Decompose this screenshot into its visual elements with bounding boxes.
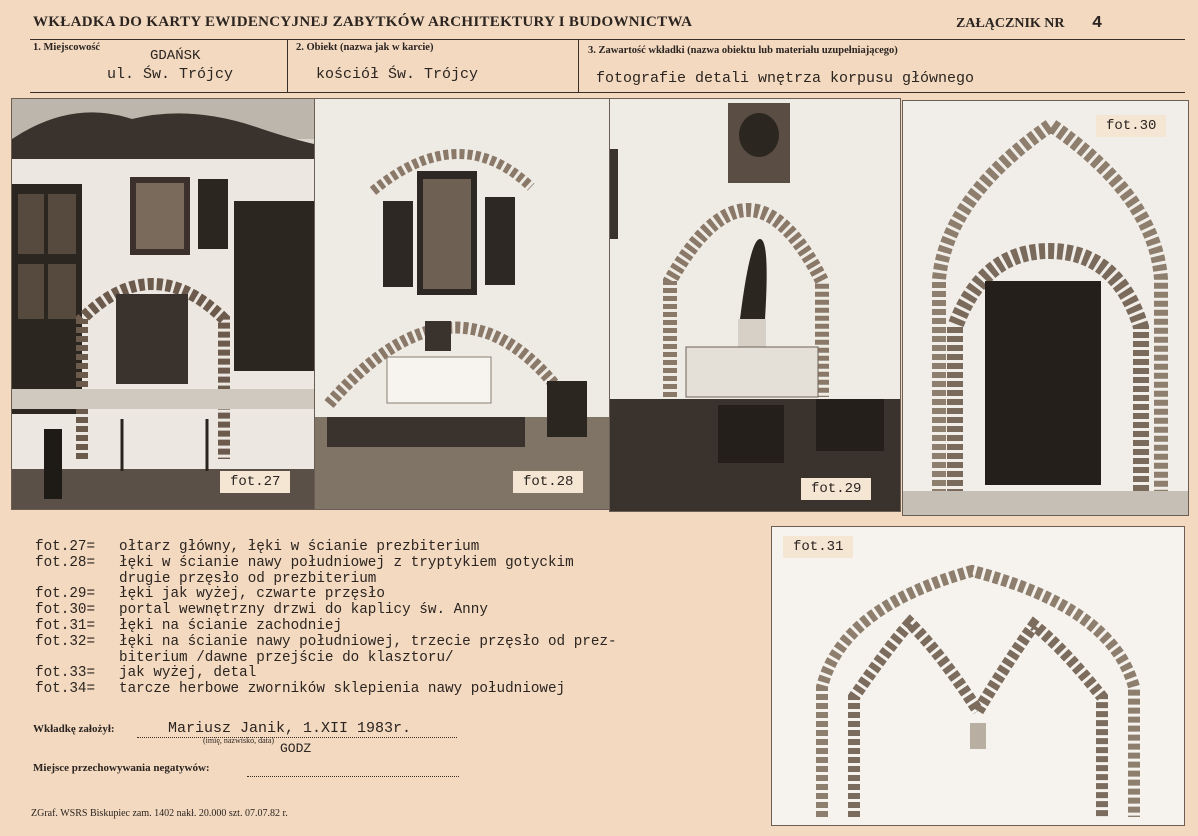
legend-text: drugie przęsło od prezbiterium xyxy=(119,570,377,587)
storage-label: Miejsce przechowywania negatywów: xyxy=(33,762,210,774)
legend-row xyxy=(35,587,617,603)
legend-key xyxy=(35,651,119,667)
founded-label: Wkładkę założył: xyxy=(33,723,115,735)
founded-value: Mariusz Janik, 1.XII 1983r. xyxy=(168,720,412,737)
legend-key: fot.28= xyxy=(35,554,96,571)
legend-text: ołtarz główny, łęki w ścianie prezbiterium xyxy=(119,539,480,555)
legend-text: łęki na ścianie zachodniej xyxy=(119,617,343,634)
legend-row xyxy=(35,635,617,651)
photo-28-caption: fot.28 xyxy=(513,471,583,493)
photo-28 xyxy=(314,98,610,510)
legend-key: fot.32= xyxy=(35,633,96,650)
photo-31-image xyxy=(772,527,1184,825)
photo-27-image xyxy=(12,99,314,509)
legend-text: portal wewnętrzny drzwi do kaplicy św. Anny xyxy=(119,602,488,619)
legend-key xyxy=(35,572,119,588)
legend-text: łęki w ścianie nawy południowej z tryptykiem gotyckim xyxy=(119,554,574,571)
legend-row xyxy=(35,572,617,588)
annex-number: 4 xyxy=(1092,14,1103,33)
form-title: WKŁADKA DO KARTY EWIDENCYJNEJ ZABYTKÓW ARCHITEKTURY I BUDOWNICTWA xyxy=(33,14,693,30)
legend-key: fot.33= xyxy=(35,665,96,682)
header-rule xyxy=(30,39,1185,40)
photo-27-caption: fot.27 xyxy=(220,471,290,493)
photo-27 xyxy=(11,98,315,510)
legend-key: fot.27= xyxy=(35,539,96,555)
legend-key: fot.30= xyxy=(35,602,96,619)
annex-label: ZAŁĄCZNIK NR xyxy=(956,16,1065,31)
fields-rule xyxy=(30,92,1185,93)
field-3-value: fotografie detali wnętrza korpusu głównego xyxy=(596,70,975,87)
field-1-street: ul. Św. Trójcy xyxy=(107,66,234,83)
legend-row xyxy=(35,619,617,635)
legend-text: łęki na ścianie nawy południowej, trzecie przęsło od prez- xyxy=(119,633,617,650)
field-2-value: kościół Św. Trójcy xyxy=(316,66,479,83)
photo-31-caption: fot.31 xyxy=(783,536,853,558)
legend-text: tarcze herbowe zworników sklepienia nawy południowej xyxy=(119,681,566,698)
legend-key: fot.29= xyxy=(35,586,96,603)
photo-31 xyxy=(771,526,1185,826)
photo-29-image xyxy=(610,99,900,511)
legend-text: łęki jak wyżej, czwarte przęsło xyxy=(119,586,385,603)
photo-30-image xyxy=(903,101,1188,515)
legend-text: jak wyżej, detal xyxy=(119,665,257,682)
field-1-label: 1. Miejscowość xyxy=(33,42,101,53)
storage-value-top: GODZ xyxy=(280,741,312,756)
legend-row xyxy=(35,556,617,572)
legend-text: biterium /dawne przejście do klasztoru/ xyxy=(119,649,454,666)
field-divider-1 xyxy=(287,39,288,92)
photo-30-caption: fot.30 xyxy=(1096,115,1166,137)
legend-key: fot.31= xyxy=(35,617,96,634)
print-note: ZGraf. WSRS Biskupiec zam. 1402 nakł. 20.000 szt. 07.07.82 r. xyxy=(31,808,288,819)
legend-row xyxy=(35,651,617,667)
photo-legend xyxy=(35,540,617,698)
photo-29-caption: fot.29 xyxy=(801,478,871,500)
photo-28-image xyxy=(315,99,609,509)
field-3-label: 3. Zawartość wkładki (nazwa obiektu lub materiału uzupełniającego) xyxy=(588,45,898,56)
field-1-city: GDAŃSK xyxy=(150,48,201,64)
founded-hint: (imię, nazwisko, data) xyxy=(203,736,275,745)
field-divider-2 xyxy=(578,39,579,92)
legend-row xyxy=(35,682,617,698)
photo-29 xyxy=(609,98,901,512)
storage-line xyxy=(247,775,459,777)
photo-30 xyxy=(902,100,1189,516)
legend-key: fot.34= xyxy=(35,681,96,698)
legend-row xyxy=(35,666,617,682)
legend-row xyxy=(35,603,617,619)
legend-row xyxy=(35,540,617,556)
field-2-label: 2. Obiekt (nazwa jak w karcie) xyxy=(296,42,434,53)
